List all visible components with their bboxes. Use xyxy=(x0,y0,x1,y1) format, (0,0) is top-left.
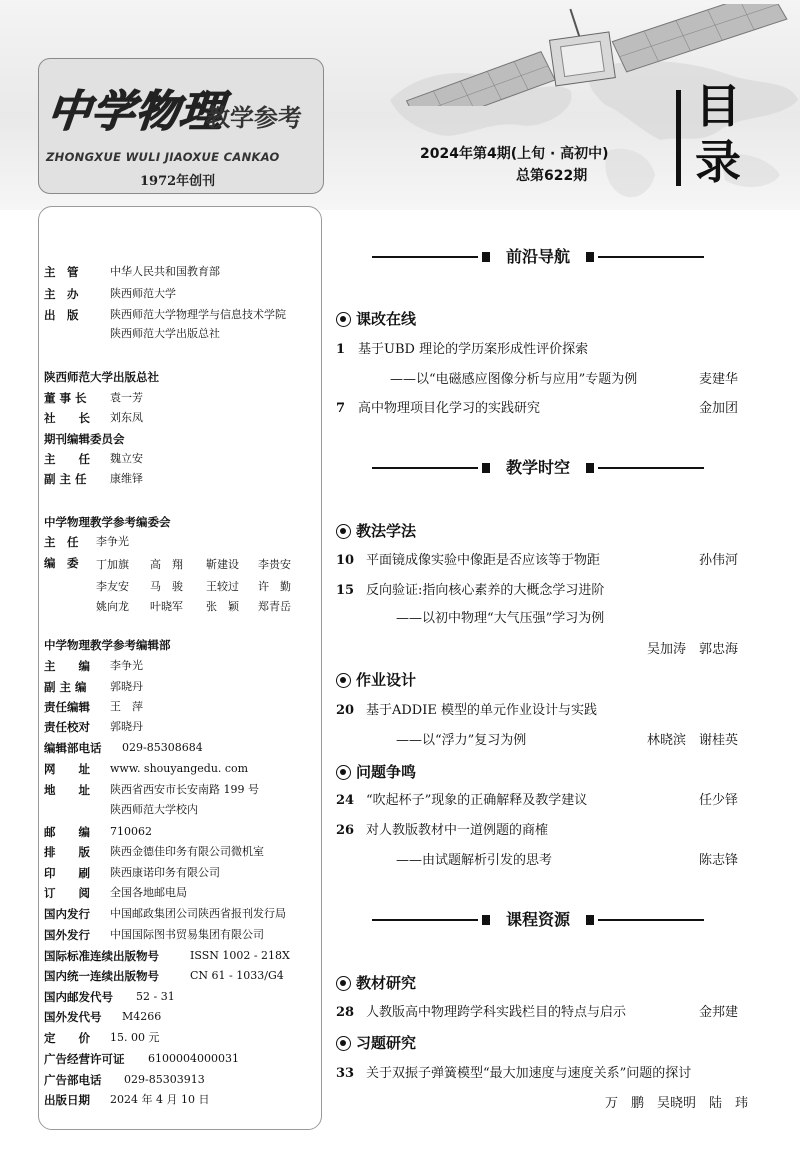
info-label: 国际标准连续出版物号 xyxy=(44,949,159,963)
article-subtitle: ——以“电磁感应图像分析与应用”专题为例 xyxy=(390,372,638,387)
toc-entry[interactable] xyxy=(0,1065,800,1083)
info-label: 出 版 xyxy=(44,308,79,322)
info-value: 康维铎 xyxy=(110,472,143,485)
page-number: 26 xyxy=(336,823,355,838)
info-label: 地 址 xyxy=(44,783,90,797)
info-label: 副 主 任 xyxy=(44,472,87,486)
article-author: 金邦建 xyxy=(698,1005,738,1020)
info-value: ISSN 1002 - 218X xyxy=(190,949,290,962)
section-title: 课程资源 xyxy=(505,910,570,929)
target-bullet-icon xyxy=(336,673,351,688)
banner-square xyxy=(482,252,490,262)
info-value: 6100004000031 xyxy=(148,1052,239,1065)
masthead-pinyin: ZHONGXUE WULI JIAOXUE CANKAO xyxy=(46,150,280,164)
info-value: 710062 xyxy=(110,825,152,838)
info-label: 责任编辑 xyxy=(44,700,90,714)
page-number: 33 xyxy=(336,1066,355,1081)
toc-entry[interactable] xyxy=(0,400,800,418)
info-label: 主 办 xyxy=(44,287,79,301)
target-bullet-icon xyxy=(336,765,351,780)
info-value: 陕西康诺印务有限公司 xyxy=(110,866,220,879)
article-title: 关于双振子弹簧模型“最大加速度与速度关系”问题的探讨 xyxy=(366,1066,692,1081)
info-row xyxy=(44,949,320,964)
info-value: 陕西省西安市长安南路 199 号 xyxy=(110,783,259,796)
toc-entry-authorline xyxy=(0,641,800,659)
toc-title-char: 目 xyxy=(695,79,741,133)
subsection-title: 教材研究 xyxy=(356,974,417,992)
info-value: 029-85303913 xyxy=(124,1073,205,1086)
info-value: 陕西师范大学校内 xyxy=(110,803,198,816)
banner-rule xyxy=(598,919,704,921)
info-value: 15. 00 元 xyxy=(110,1031,160,1044)
toc-title xyxy=(688,78,748,190)
banner-rule xyxy=(372,256,478,258)
toc-entry-subline xyxy=(0,371,800,389)
subsection-title: 习题研究 xyxy=(356,1034,417,1052)
info-label: 主 任 xyxy=(44,452,90,466)
toc-entry[interactable] xyxy=(0,792,800,810)
total-issue-number: 总第622期 xyxy=(516,168,588,184)
info-row xyxy=(44,886,320,901)
info-value: 郭晓丹 xyxy=(110,720,143,733)
board-member: 李友安 xyxy=(96,580,129,593)
info-row xyxy=(44,907,320,922)
toc-entry-subline xyxy=(0,852,800,870)
section-title: 前沿导航 xyxy=(505,247,570,266)
board-member: 高 翔 xyxy=(150,558,183,571)
page-number: 28 xyxy=(336,1005,355,1020)
article-author: 吴加涛 郭忠海 xyxy=(646,642,738,657)
info-value: 全国各地邮电局 xyxy=(110,886,187,899)
info-label: 主 编 xyxy=(44,659,90,673)
info-row xyxy=(44,762,320,777)
info-row xyxy=(44,990,320,1005)
issue-number: 2024年第4期(上旬 · 高初中) xyxy=(420,146,609,162)
toc-title-char: 录 xyxy=(695,135,741,189)
info-row xyxy=(44,1031,320,1046)
banner-square xyxy=(586,252,594,262)
board-member: 马 骏 xyxy=(150,580,183,593)
info-value: 李争光 xyxy=(96,535,129,548)
info-value: 袁一芳 xyxy=(110,391,143,404)
toc-entry[interactable] xyxy=(0,552,800,570)
article-author: 任少铎 xyxy=(698,793,738,808)
section-banner xyxy=(372,247,704,267)
info-label: 社 长 xyxy=(44,411,90,425)
founded-year: 1972年创刊 xyxy=(140,174,216,189)
target-bullet-icon xyxy=(336,312,351,327)
info-row xyxy=(44,452,320,467)
info-label: 国外发代号 xyxy=(44,1010,102,1024)
masthead-logo: 中学物理 xyxy=(45,87,227,137)
info-row xyxy=(44,265,320,280)
info-value: 魏立安 xyxy=(110,452,143,465)
info-row xyxy=(44,308,320,323)
article-title: 基于ADDIE 模型的单元作业设计与实践 xyxy=(366,703,597,718)
target-bullet-icon xyxy=(336,1036,351,1051)
section-banner xyxy=(372,458,704,478)
article-subtitle: ——以初中物理“大气压强”学习为例 xyxy=(396,611,605,626)
info-value: 陕西师范大学出版总社 xyxy=(110,327,220,340)
info-value: 中国国际图书贸易集团有限公司 xyxy=(110,928,264,941)
article-author: 金加团 xyxy=(698,401,738,416)
info-label: 董 事 长 xyxy=(44,391,87,405)
board-member: 李贵安 xyxy=(258,558,291,571)
toc-entry-subline xyxy=(0,732,800,750)
info-value: 陕西师范大学物理学与信息技术学院 xyxy=(110,308,286,321)
info-section-heading: 中学物理教学参考编委会 xyxy=(44,515,171,529)
info-value: 52 - 31 xyxy=(136,990,175,1003)
article-title: 反向验证:指向核心素养的大概念学习进阶 xyxy=(366,583,605,598)
article-author: 麦建华 xyxy=(698,372,738,387)
article-title: 对人教版教材中一道例题的商榷 xyxy=(366,823,549,838)
info-label: 广告经营许可证 xyxy=(44,1052,125,1066)
subsection-title: 课改在线 xyxy=(356,310,417,328)
page-number: 10 xyxy=(336,553,355,568)
info-label: 排 版 xyxy=(44,845,90,859)
article-title: 高中物理项目化学习的实践研究 xyxy=(358,401,541,416)
banner-square xyxy=(482,915,490,925)
info-value: M4266 xyxy=(122,1010,162,1023)
subsection-title: 问题争鸣 xyxy=(356,763,417,781)
banner-rule xyxy=(372,919,478,921)
info-label: 国外发行 xyxy=(44,928,90,942)
target-bullet-icon xyxy=(336,524,351,539)
toc-entry[interactable] xyxy=(0,582,800,600)
info-section-heading: 期刊编辑委员会 xyxy=(44,432,125,446)
board-member: 靳建设 xyxy=(206,558,239,571)
toc-entry[interactable] xyxy=(0,822,800,840)
info-value: 郭晓丹 xyxy=(110,680,143,693)
board-member: 丁加旗 xyxy=(96,558,129,571)
article-author: 万 鹏 吴晓明 陆 玮 xyxy=(604,1096,748,1111)
banner-square xyxy=(586,463,594,473)
info-label: 国内发行 xyxy=(44,907,90,921)
info-value: 中国邮政集团公司陕西省报刊发行局 xyxy=(110,907,286,920)
info-label: 编辑部电话 xyxy=(44,741,102,755)
article-subtitle: ——由试题解析引发的思考 xyxy=(396,853,553,868)
info-label: 国内邮发代号 xyxy=(44,990,113,1004)
board-member: 许 勤 xyxy=(258,580,291,593)
page-number: 1 xyxy=(336,342,346,357)
info-label: 印 刷 xyxy=(44,866,90,880)
info-label: 编 委 xyxy=(44,556,79,570)
banner-square xyxy=(482,463,490,473)
info-label: 副 主 编 xyxy=(44,680,87,694)
info-label: 出版日期 xyxy=(44,1093,90,1107)
info-section-heading: 陕西师范大学出版总社 xyxy=(44,370,159,384)
page-number: 15 xyxy=(336,583,355,598)
toc-entry-subline xyxy=(0,610,800,628)
info-row xyxy=(44,928,320,943)
article-subtitle: ——以“浮力”复习为例 xyxy=(396,733,527,748)
banner-rule xyxy=(598,256,704,258)
info-row xyxy=(44,287,320,302)
board-member: 姚向龙 xyxy=(96,600,129,613)
info-label: 定 价 xyxy=(44,1031,90,1045)
info-label: 责任校对 xyxy=(44,720,90,734)
article-author: 孙伟河 xyxy=(698,553,738,568)
info-row xyxy=(44,969,320,984)
toc-entry[interactable] xyxy=(0,1004,800,1022)
banner-rule xyxy=(372,467,478,469)
toc-entry[interactable] xyxy=(0,341,800,359)
board-member: 叶晓军 xyxy=(150,600,183,613)
info-row xyxy=(44,535,320,550)
info-value: 李争光 xyxy=(110,659,143,672)
info-value: 刘东凤 xyxy=(110,411,143,424)
masthead-logo-subtitle: 教学参考 xyxy=(206,104,302,132)
board-member: 张 颖 xyxy=(206,600,239,613)
info-section-heading: 中学物理教学参考编辑部 xyxy=(44,638,171,652)
page-number: 20 xyxy=(336,703,355,718)
toc-entry-authorline xyxy=(0,1095,800,1113)
article-title: 平面镜成像实验中像距是否应该等于物距 xyxy=(366,553,601,568)
info-label: 订 阅 xyxy=(44,886,90,900)
page-number: 7 xyxy=(336,401,346,416)
toc-title-bar xyxy=(676,90,681,186)
info-row xyxy=(44,472,320,487)
subsection-title: 作业设计 xyxy=(356,671,417,689)
info-label: 主 管 xyxy=(44,265,79,279)
info-label: 国内统一连续出版物号 xyxy=(44,969,159,983)
subsection-title: 教法学法 xyxy=(356,522,417,540)
article-title: 基于UBD 理论的学历案形成性评价探索 xyxy=(358,342,589,357)
section-banner xyxy=(372,910,704,930)
info-value: 2024 年 4 月 10 日 xyxy=(110,1093,210,1106)
article-title: 人教版高中物理跨学科实践栏目的特点与启示 xyxy=(366,1005,627,1020)
page-number: 24 xyxy=(336,793,355,808)
info-value: 029-85308684 xyxy=(122,741,203,754)
info-value: www. shouyangedu. com xyxy=(110,762,249,775)
info-row xyxy=(44,659,320,674)
banner-square xyxy=(586,915,594,925)
board-member: 王较过 xyxy=(206,580,239,593)
article-title: “吹起杯子”现象的正确解释及教学建议 xyxy=(366,793,588,808)
target-bullet-icon xyxy=(336,976,351,991)
info-value: 陕西金德佳印务有限公司微机室 xyxy=(110,845,264,858)
info-value: 中华人民共和国教育部 xyxy=(110,265,220,278)
section-title: 教学时空 xyxy=(505,458,570,477)
article-author: 林晓滨 谢桂英 xyxy=(646,733,738,748)
article-author: 陈志锋 xyxy=(698,853,738,868)
info-label: 广告部电话 xyxy=(44,1073,102,1087)
info-label: 邮 编 xyxy=(44,825,90,839)
info-label: 网 址 xyxy=(44,762,90,776)
info-value: CN 61 - 1033/G4 xyxy=(190,969,284,982)
info-label: 主 任 xyxy=(44,535,79,549)
info-value: 陕西师范大学 xyxy=(110,287,176,300)
info-row xyxy=(44,680,320,695)
info-value: 王 萍 xyxy=(110,700,143,713)
banner-rule xyxy=(598,467,704,469)
toc-entry[interactable] xyxy=(0,702,800,720)
board-member: 郑青岳 xyxy=(258,600,291,613)
